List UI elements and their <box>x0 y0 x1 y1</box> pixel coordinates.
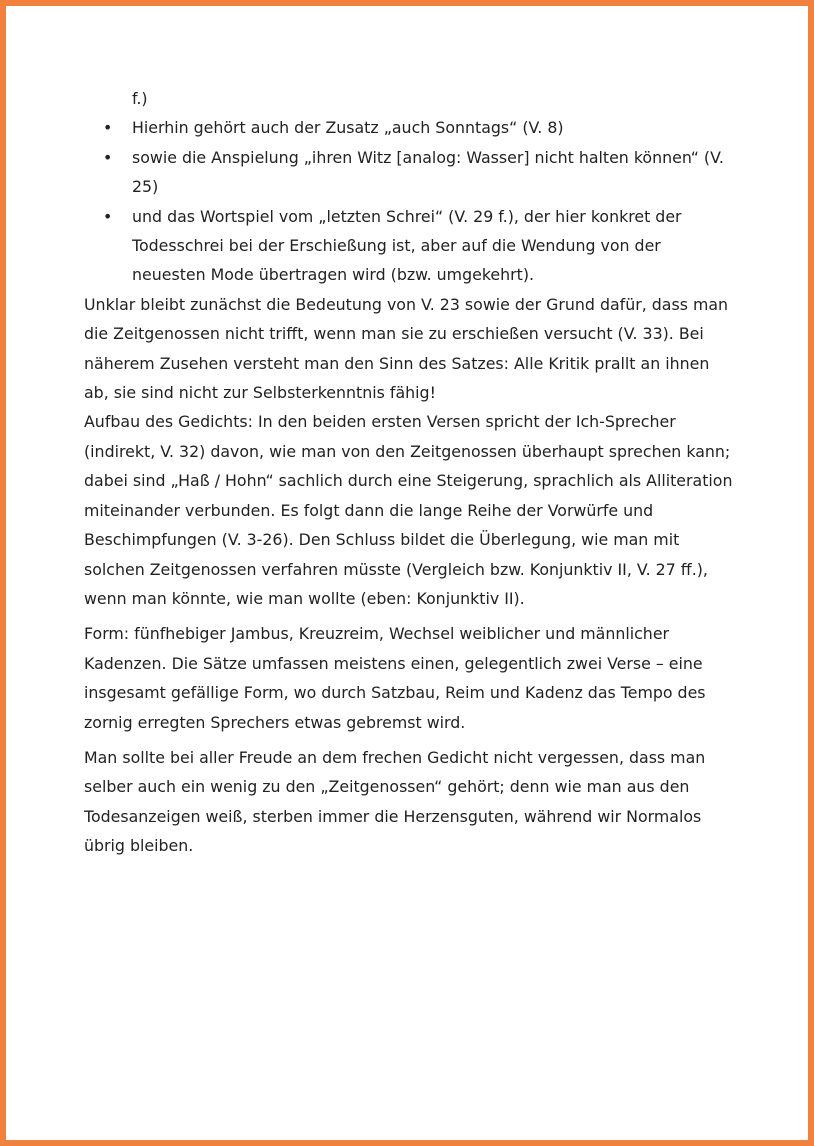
paragraph-form: Form: fünfhebiger Jambus, Kreuzreim, Wechsel weiblicher und männlicher Kadenzen. Die Sätze umfassen meistens einen, gelegentlich zwei Verse – eine insgesamt gefällige Form, wo durch Satzbau, Reim und Kadenz das Tempo des zornig erregten Sprechers etwas gebremst wird. <box>84 624 706 732</box>
list-item <box>84 143 734 202</box>
bullet-continuation: f.) <box>132 89 148 108</box>
bullet-list <box>84 113 734 289</box>
document-page <box>6 6 808 1140</box>
bullet-icon: • <box>103 206 113 226</box>
list-item <box>84 113 734 142</box>
list-item <box>84 202 734 290</box>
bullet-icon: • <box>103 147 113 167</box>
bullet-icon: • <box>103 118 113 138</box>
paragraph-conclusion: Man sollte bei aller Freude an dem frechen Gedicht nicht vergessen, dass man selber auch ein wenig zu den „Zeitgenossen“ gehört; denn wie man aus den Todesanzeigen weiß, sterben immer die Herzensguten, während wir Normalos übrig bleiben. <box>84 747 706 856</box>
list-item-text: und das Wortspiel vom „letzten Schrei“ (V. 29 f.), der hier konkret der Todesschrei bei der Erschießung ist, aber auf die Wendung von der neuesten Mode übertragen wird (bzw. umgekehrt). <box>132 206 682 285</box>
paragraph-unclear-meaning: Unklar bleibt zunächst die Bedeutung von V. 23 sowie der Grund dafür, dass man die Zeitgenossen nicht trifft, wenn man sie zu erschießen versucht (V. 33). Bei näherem Zusehen versteht man den Sinn des Satzes: Alle Kritik prallt an ihnen ab, sie sind nicht zur Selbsterkenntnis fähig! <box>84 294 729 403</box>
list-item-text: sowie die Anspielung „ihren Witz [analog: Wasser] nicht halten können“ (V. 25) <box>132 147 724 197</box>
list-item-text: Hierhin gehört auch der Zusatz „auch Sonntags“ (V. 8) <box>132 118 564 138</box>
document-body <box>84 84 734 861</box>
paragraph-structure: Aufbau des Gedichts: In den beiden ersten Versen spricht der Ich-Sprecher (indirekt, V. 32) davon, wie man von den Zeitgenossen überhaupt sprechen kann; dabei sind „Haß / Hohn“ sachlich durch eine Steigerung, sprachlich als Alliteration miteinander verbunden. Es folgt dann die lange Reihe der Vorwürfe und Beschimpfungen (V. 3-26). Den Schluss bildet die Überlegung, wie man mit solchen Zeitgenossen verfahren müsste (Vergleich bzw. Konjunktiv II, V. 27 ff.), wenn man könnte, wie man wollte (eben: Konjunktiv II). <box>84 412 733 608</box>
